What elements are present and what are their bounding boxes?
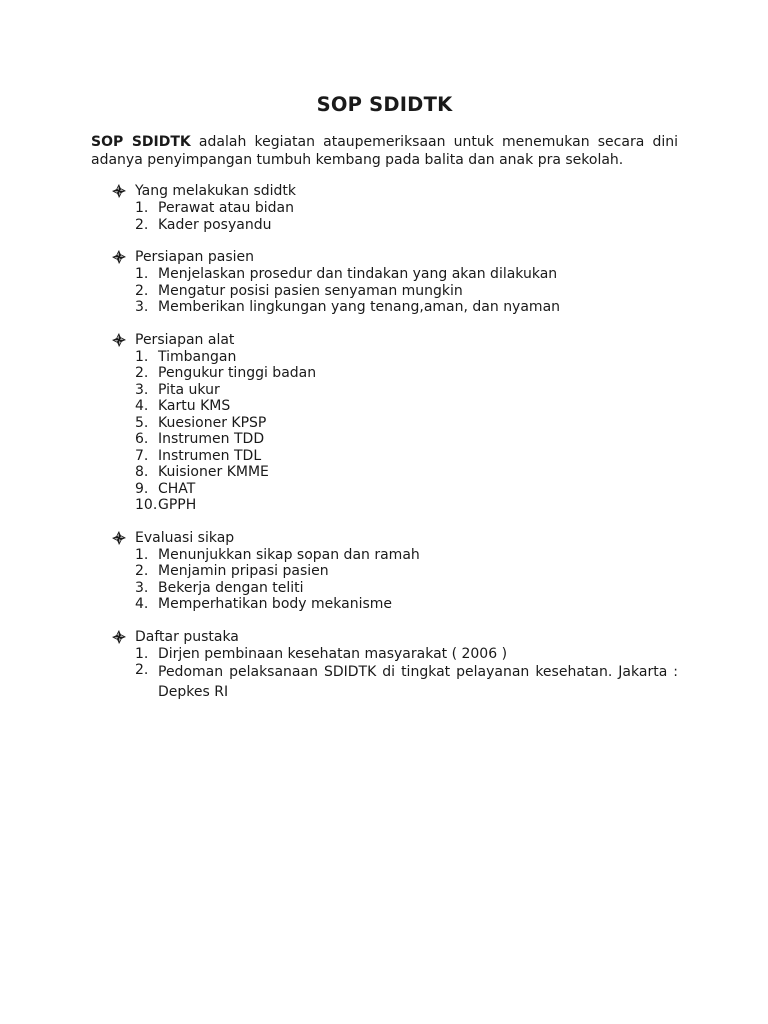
list-item-number: 2. — [135, 216, 149, 233]
list-item — [91, 431, 678, 448]
numbered-list — [91, 349, 678, 514]
list-item — [91, 563, 678, 580]
list-item-text: Instrumen TDL — [158, 447, 262, 464]
diamond-bullet-icon — [112, 184, 126, 198]
list-item — [91, 266, 678, 283]
diamond-bullet-icon — [112, 250, 126, 264]
section — [91, 332, 678, 514]
list-item — [91, 662, 678, 702]
list-item-text: Pengukur tinggi badan — [158, 365, 317, 381]
section — [91, 530, 678, 613]
list-item-number: 1. — [135, 546, 149, 563]
list-item-text: Kader posyandu — [158, 216, 272, 233]
list-item-text: Mengatur posisi pasien senyaman mungkin — [158, 282, 463, 299]
list-item-number: 1. — [135, 200, 149, 216]
section — [91, 183, 678, 233]
list-item-number: 2. — [135, 365, 149, 381]
list-item — [91, 365, 678, 382]
list-item-number: 1. — [135, 266, 149, 282]
section — [91, 249, 678, 316]
list-item — [91, 448, 678, 465]
list-item-number: 3. — [135, 381, 149, 398]
list-item-number: 3. — [135, 579, 149, 596]
intro-line-2: adanya penyimpangan tumbuh kembang pada balita dan anak pra sekolah. — [91, 152, 624, 168]
list-item — [91, 481, 678, 498]
list-item — [91, 497, 678, 514]
list-item-text: Pita ukur — [158, 381, 220, 398]
intro-line-1 — [91, 133, 678, 151]
list-item-number: 10. — [135, 497, 158, 513]
list-item-text: Perawat atau bidan — [158, 200, 294, 216]
section-heading-text: Persiapan pasien — [135, 249, 254, 265]
list-item-number: 3. — [135, 299, 149, 315]
list-item-number: 4. — [135, 596, 149, 612]
list-item-text: CHAT — [158, 480, 196, 497]
section-heading — [91, 249, 678, 266]
list-item — [91, 464, 678, 481]
diamond-bullet-icon — [112, 531, 126, 545]
section-heading — [91, 530, 678, 547]
diamond-bullet-icon — [112, 333, 126, 347]
list-item — [91, 382, 678, 399]
numbered-list — [91, 646, 678, 703]
list-item — [91, 596, 678, 613]
list-item-number: 8. — [135, 464, 149, 480]
list-item-text: GPPH — [158, 497, 197, 513]
section-list — [91, 183, 678, 702]
list-item-text: Kartu KMS — [158, 398, 231, 414]
list-item — [91, 349, 678, 366]
list-item-text: Instrumen TDD — [158, 431, 265, 447]
list-item-text: Menjelaskan prosedur dan tindakan yang akan dilakukan — [158, 266, 558, 282]
intro-paragraph — [91, 133, 678, 169]
list-item-number: 9. — [135, 480, 149, 497]
list-item — [91, 283, 678, 300]
list-item-text: Menunjukkan sikap sopan dan ramah — [158, 546, 420, 563]
list-item-number: 2. — [135, 563, 149, 579]
list-item-text: Memberikan lingkungan yang tenang,aman, dan nyaman — [158, 299, 561, 315]
list-item — [91, 547, 678, 564]
intro-line-1-rest: adalah kegiatan ataupemeriksaan untuk menemukan secara dini — [190, 134, 678, 150]
list-item-text-line-2: Depkes RI — [158, 684, 229, 700]
list-item-text: Kuisioner KMME — [158, 464, 269, 480]
list-item — [91, 217, 678, 234]
list-item — [91, 200, 678, 217]
list-item-text: Timbangan — [158, 348, 237, 365]
list-item-text — [158, 662, 678, 702]
list-item — [91, 398, 678, 415]
document-page — [91, 0, 678, 718]
diamond-bullet-icon — [112, 630, 126, 644]
list-item-text-line-1: Pedoman pelaksanaan SDIDTK di tingkat pelayanan kesehatan. Jakarta : — [158, 664, 678, 680]
list-item-number: 2. — [135, 282, 149, 299]
section-heading-text: Yang melakukan sdidtk — [135, 183, 296, 199]
section-heading — [91, 183, 678, 200]
section-heading — [91, 332, 678, 349]
numbered-list — [91, 266, 678, 316]
numbered-list — [91, 200, 678, 233]
intro-lead: SOP SDIDTK — [91, 134, 191, 150]
document-title: SOP SDIDTK — [316, 93, 453, 116]
list-item — [91, 580, 678, 597]
list-item-number: 2. — [135, 662, 149, 678]
list-item-number: 4. — [135, 398, 149, 414]
section-heading-text: Daftar pustaka — [135, 628, 239, 645]
list-item-number: 6. — [135, 431, 149, 447]
section-heading-text: Persiapan alat — [135, 331, 235, 348]
list-item-number: 7. — [135, 447, 149, 464]
list-item-number: 1. — [135, 645, 149, 662]
list-item-text: Memperhatikan body mekanisme — [158, 596, 393, 612]
list-item-number: 1. — [135, 348, 149, 365]
list-item-text: Bekerja dengan teliti — [158, 579, 304, 596]
list-item-text: Menjamin pripasi pasien — [158, 563, 329, 579]
section-heading-text: Evaluasi sikap — [135, 529, 235, 546]
list-item — [91, 299, 678, 316]
list-item-text: Kuesioner KPSP — [158, 414, 267, 431]
list-item — [91, 415, 678, 432]
list-item-number: 5. — [135, 414, 149, 431]
numbered-list — [91, 547, 678, 613]
section — [91, 629, 678, 703]
list-item-text: Dirjen pembinaan kesehatan masyarakat ( 2006 ) — [158, 645, 508, 662]
section-heading — [91, 629, 678, 646]
list-item — [91, 646, 678, 663]
